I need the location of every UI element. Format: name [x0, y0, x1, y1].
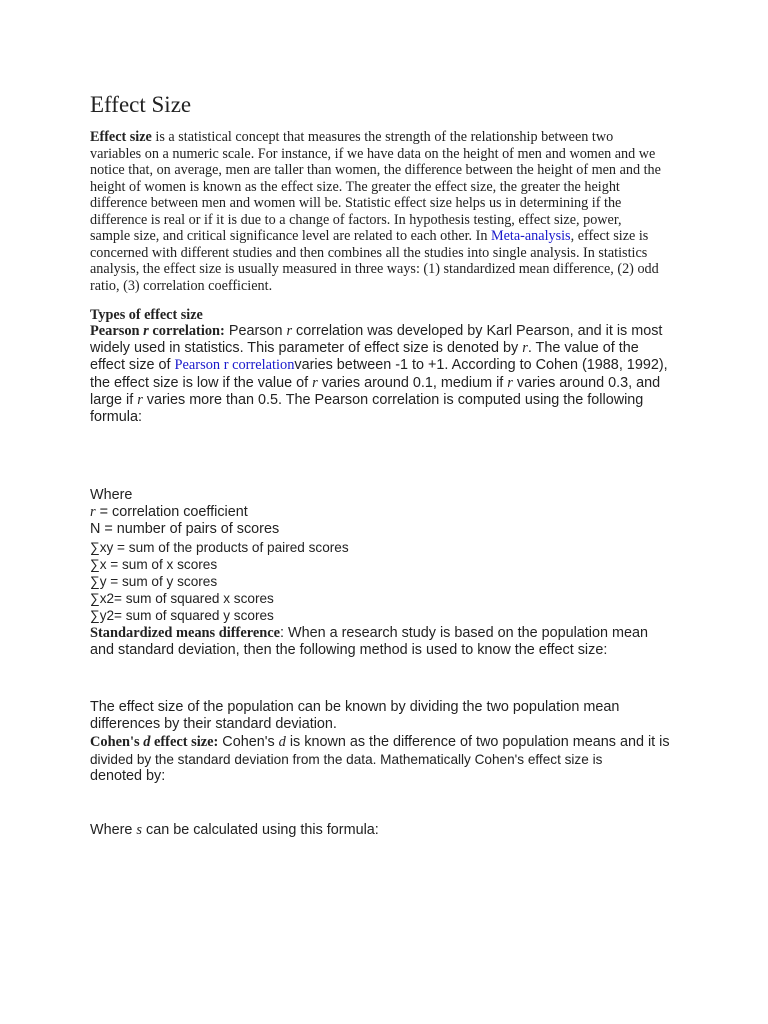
population-paragraph: The effect size of the population can be known by dividing the two population mean differences by their standard deviation.	[90, 699, 620, 733]
pearson-paragraph: Pearson r correlation: Pearson r correlation was developed by Karl Pearson, and it is most widely used in statistics. This parameter of effect size is denoted by r. The value of the effect size of Pearson r correlationvaries between -1 to +1. According to Cohen (1988, 1992), the effect size is low if the value of r varies around 0.1, medium if r varies around 0.3, and large if r varies more than 0.5. The Pearson correlation is computed using the following formula:	[90, 323, 668, 426]
standardized-label: Standardized means difference	[90, 625, 280, 641]
pearson-correlation-link[interactable]: Pearson r correlation	[174, 357, 295, 374]
page-title: Effect Size	[90, 92, 192, 117]
where-definitions: Where r = correlation coefficient N = number of pairs of scores ∑xy = sum of the products of paired scores ∑x = sum of x scores ∑y = sum of y scores ∑x2= sum of squared x scores ∑y2= sum of squared y scores	[90, 487, 349, 624]
meta-analysis-link[interactable]: Meta-analysis	[491, 228, 571, 244]
intro-term: Effect size	[90, 129, 152, 145]
types-heading: Types of effect size	[90, 307, 203, 323]
standardized-paragraph: Standardized means difference: When a research study is based on the population mean and standard deviation, then the following method is used to know the effect size:	[90, 625, 648, 659]
intro-paragraph: Effect size is a statistical concept that measures the strength of the relationship between two variables on a numeric scale. For instance, if we have data on the height of men and women and we notice that, on average, men are taller than women, the difference between the height of men and the height of women is known as the effect size. The greater the effect size, the greater the height difference between men and women will be. Statistic effect size helps us in determining if the difference is real or if it is due to a change of factors. In hypothesis testing, effect size, power, sample size, and critical significance level are related to each other. In Meta-analysis, effect size is concerned with different studies and then combines all the studies into single analysis. In statistics analysis, the effect size is usually measured in three ways: (1) standardized mean difference, (2) odd ratio, (3) correlation coefficient.	[90, 129, 661, 294]
cohen-paragraph: Cohen's d effect size: Cohen's d is known as the difference of two population means and it is divided by the standard deviation from the data. Mathematically Cohen's effect size is denoted by:	[90, 734, 670, 785]
pearson-label: Pearson r correlation:	[90, 323, 225, 339]
cohen-label: Cohen's d effect size:	[90, 734, 219, 750]
where-s-line: Where s can be calculated using this formula:	[90, 822, 379, 838]
